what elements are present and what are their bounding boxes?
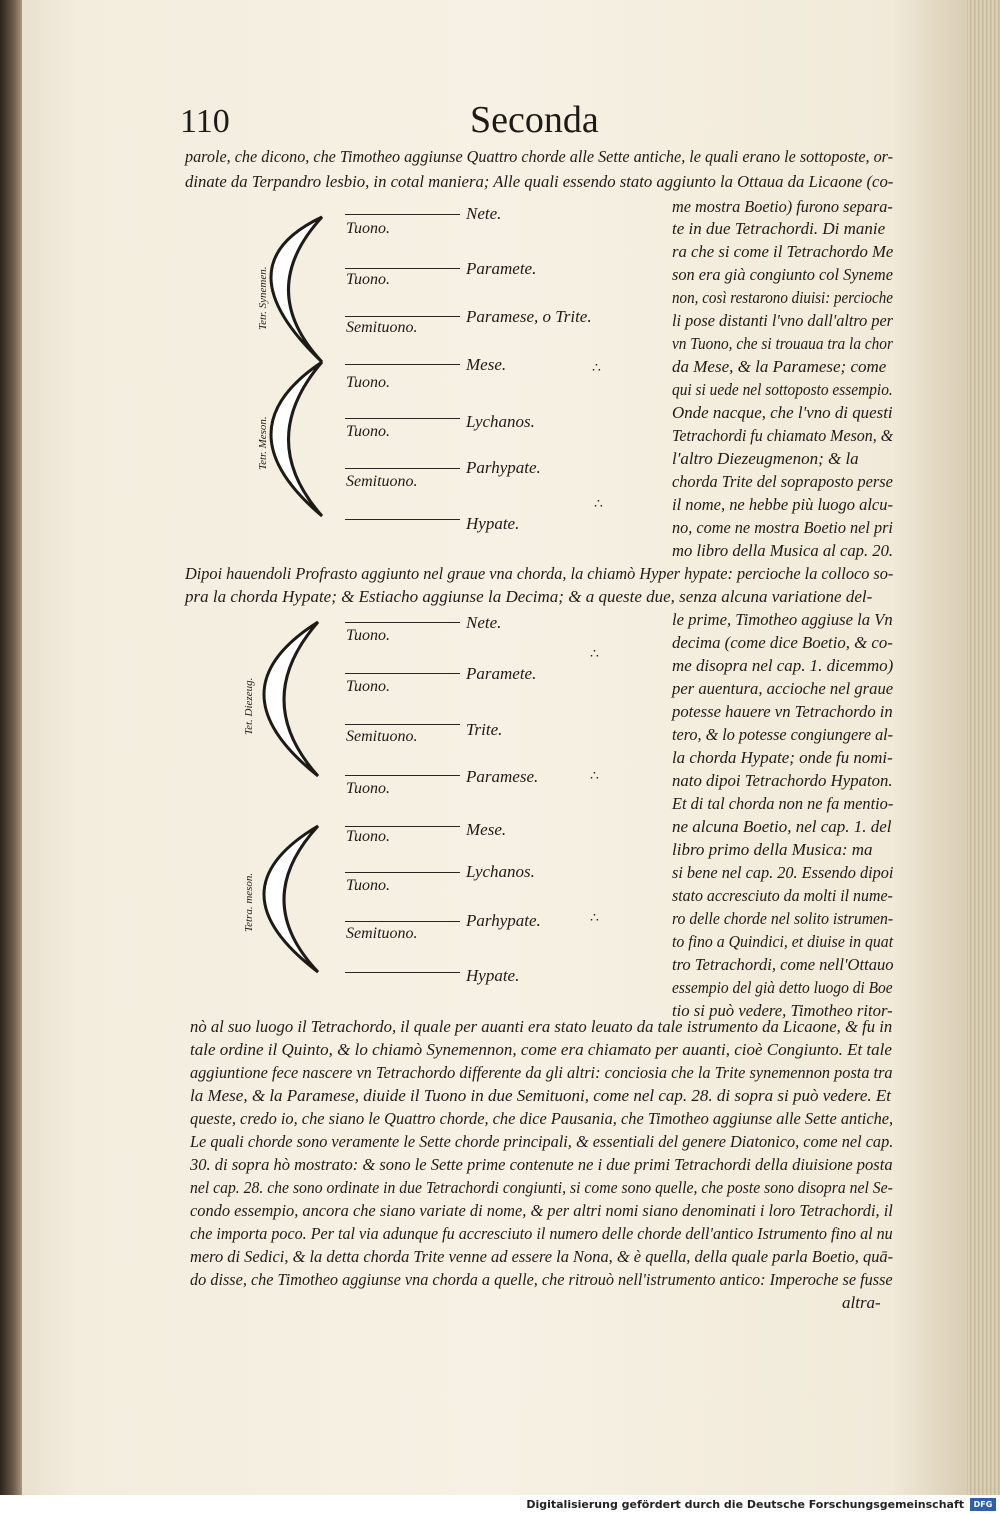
string-line	[345, 622, 460, 623]
interval-label: Tuono.	[346, 627, 391, 644]
crescent-diezeug	[264, 622, 318, 776]
column-line: li pose distanti l'vno dall'altro per	[672, 311, 894, 330]
string-name: Mese.	[466, 820, 507, 839]
string-name: Paramese.	[466, 767, 539, 786]
body-line: parole, che dicono, che Timotheo aggiunse Quattro chorde alle Sette antiche, le quali erano le sottoposte, or-	[185, 147, 894, 166]
column-line: no, come ne mostra Boetio nel pri	[672, 518, 893, 537]
string-name: Paramete.	[466, 259, 537, 278]
column-line: me disopra nel cap. 1. dicemmo)	[672, 656, 894, 675]
body-line: condo essempio, ancora che siano variate di nome, & per altri nomi siano denominati i loro Tetrachordi, il	[190, 1201, 893, 1220]
column-line: decima (come dice Boetio, & co-	[672, 633, 893, 652]
dfg-logo: DFG	[970, 1498, 996, 1511]
string-line	[345, 972, 460, 973]
string-name: Paramese, o Trite.	[466, 307, 592, 326]
dot-mark: ∴	[592, 360, 602, 376]
dot-mark: ∴	[594, 496, 604, 512]
catchword: altra-	[842, 1293, 881, 1312]
interval-label: Semituono.	[346, 728, 418, 745]
column-line: la chorda Hypate; onde fu nomi-	[672, 748, 893, 767]
body-line: dinate da Terpandro lesbio, in cotal maniera; Alle quali essendo stato aggiunto la Ottaua da Licaone (co-	[185, 172, 894, 191]
column-line: ne alcuna Boetio, nel cap. 1. del	[672, 817, 892, 836]
string-name: Lychanos.	[466, 412, 535, 431]
string-line	[345, 826, 460, 827]
string-line	[345, 519, 460, 520]
column-line: Et di tal chorda non ne fa mentio-	[672, 794, 894, 813]
body-line: tale ordine il Quinto, & lo chiamò Synemennon, come era chiamato per auanti, cioè Congiunto. Et tale	[190, 1040, 892, 1059]
interval-label: Tuono.	[346, 828, 391, 845]
body-line: do disse, che Timotheo aggiunse vna chorda a quelle, che ritrouò nell'istrumento antico: Imperoche se fusse	[190, 1270, 893, 1289]
column-line: il nome, ne hebbe più luogo alcu-	[672, 495, 893, 514]
body-line: 30. di sopra hò mostrato: & sono le Sette prime contenute ne i due primi Tetrachordi della diuisione posta	[190, 1155, 893, 1174]
column-line: tio si può vedere, Timotheo ritor-	[672, 1001, 893, 1020]
column-line: vn Tuono, che si trouaua tra la chor	[672, 334, 893, 353]
string-line	[345, 418, 460, 419]
string-name: Hypate.	[466, 966, 520, 985]
column-line: te in due Tetrachordi. Di manie	[672, 219, 886, 238]
crescent-synemen	[271, 217, 322, 362]
string-name: Parhypate.	[466, 458, 541, 477]
column-line: stato accresciuto da molti il nume-	[672, 886, 893, 905]
string-line	[345, 872, 460, 873]
body-line: queste, credo io, che siano le Quattro chorde, che dice Pausania, che Timotheo aggiunse alle Sette antiche,	[190, 1109, 894, 1128]
column-line: Onde nacque, che l'vno di questi	[672, 403, 893, 422]
tetrachord-label: Tetr. Synemen.	[257, 266, 269, 330]
column-line: qui si uede nel sottoposto essempio.	[672, 380, 893, 399]
body-line: mero di Sedici, & la detta chorda Trite venne ad essere la Nona, & è quella, della quale parla Boetio, quā-	[190, 1247, 894, 1266]
body-line: pra la chorda Hypate; & Estiacho aggiunse la Decima; & a queste due, senza alcuna variatione del-	[185, 587, 873, 606]
column-line: son era già congiunto col Syneme	[672, 265, 893, 284]
interval-label: Tuono.	[346, 877, 391, 894]
body-line: aggiuntione fece nascere vn Tetrachordo differente da gli altri: conciosia che la Trite synemennon posta tra	[190, 1063, 893, 1082]
string-name: Nete.	[466, 204, 502, 223]
column-line: to fino a Quindici, et diuise in quat	[672, 932, 894, 951]
column-line: mo libro della Musica al cap. 20.	[672, 541, 894, 560]
interval-label: Semituono.	[346, 319, 418, 336]
dot-mark: ∴	[590, 768, 600, 784]
column-line: ro delle chorde nel solito istrumen-	[672, 909, 894, 928]
body-line: nel cap. 28. che sono ordinate in due Tetrachordi congiunti, si come sono quelle, che poste sono disopra nel Se-	[190, 1178, 893, 1197]
body-line: Le quali chorde sono veramente le Sette chorde principali, & essentiali del genere Diatonico, come nel cap.	[190, 1132, 894, 1151]
body-line: Dipoi hauendoli Profrasto aggiunto nel graue vna chorda, la chiamò Hyper hypate: percioche la colloco so-	[185, 564, 894, 583]
column-line: da Mese, & la Paramese; come	[672, 357, 887, 376]
column-line: le prime, Timotheo aggiuse la Vn	[672, 610, 893, 629]
body-line: la Mese, & la Paramese, diuide il Tuono in due Semituoni, come nel cap. 28. di sopra si può vedere. Et	[190, 1086, 891, 1105]
string-line	[345, 316, 460, 317]
column-line: per auentura, accioche nel graue	[672, 679, 894, 698]
running-title: Seconda	[470, 99, 599, 141]
string-name: Lychanos.	[466, 862, 535, 881]
page-number: 110	[180, 103, 230, 140]
column-line: Tetrachordi fu chiamato Meson, &	[672, 426, 894, 445]
column-line: me mostra Boetio) furono separa-	[672, 197, 893, 216]
crescent-meson-2	[264, 826, 318, 972]
column-line: essempio del già detto luogo di Boe	[672, 978, 893, 997]
string-line	[345, 775, 460, 776]
column-line: tro Tetrachordi, come nell'Ottauo	[672, 955, 894, 974]
column-line: libro primo della Musica: ma	[672, 840, 873, 859]
interval-label: Semituono.	[346, 473, 418, 490]
column-line: nato dipoi Tetrachordo Hypaton.	[672, 771, 893, 790]
tetrachord-label: Tet. Diezeug.	[243, 677, 255, 735]
string-name: Mese.	[466, 355, 507, 374]
dot-mark: ∴	[590, 910, 600, 926]
footer-bar	[0, 1495, 1000, 1515]
interval-label: Tuono.	[346, 678, 391, 695]
column-line: potesse hauere vn Tetrachordo in	[672, 702, 893, 721]
interval-label: Tuono.	[346, 271, 391, 288]
interval-label: Tuono.	[346, 780, 391, 797]
string-line	[345, 364, 460, 365]
column-line: non, così restarono diuisi: percioche	[672, 288, 893, 307]
crescent-meson-1	[271, 362, 322, 516]
interval-label: Tuono.	[346, 374, 391, 391]
dot-mark: ∴	[590, 646, 600, 662]
string-line	[345, 673, 460, 674]
string-name: Nete.	[466, 613, 502, 632]
string-line	[345, 268, 460, 269]
string-name: Parhypate.	[466, 911, 541, 930]
string-line	[345, 214, 460, 215]
footer-text: Digitalisierung gefördert durch die Deutsche Forschungsgemeinschaft	[526, 1498, 964, 1511]
interval-label: Semituono.	[346, 925, 418, 942]
interval-label: Tuono.	[346, 423, 391, 440]
string-name: Paramete.	[466, 664, 537, 683]
body-line: che importa poco. Per tal via adunque fu accresciuto il numero delle chorde dell'antico Istrumento fino al nu	[190, 1224, 893, 1243]
string-name: Trite.	[466, 720, 503, 739]
column-line: chorda Trite del sopraposto perse	[672, 472, 893, 491]
column-line: l'altro Diezeugmenon; & la	[672, 449, 859, 468]
tetrachord-label: Tetra. meson.	[243, 872, 255, 932]
column-line: ra che si come il Tetrachordo Me	[672, 242, 894, 261]
string-line	[345, 724, 460, 725]
interval-label: Tuono.	[346, 220, 391, 237]
tetrachord-label: Tetr. Meson.	[257, 416, 269, 470]
string-line	[345, 468, 460, 469]
string-line	[345, 921, 460, 922]
string-name: Hypate.	[466, 514, 520, 533]
body-line: nò al suo luogo il Tetrachordo, il quale per auanti era stato leuato da tale istrumento da Licaone, & fu in	[190, 1017, 893, 1036]
column-line: si bene nel cap. 20. Essendo dipoi	[672, 863, 894, 882]
column-line: tero, & lo potesse congiungere al-	[672, 725, 894, 744]
